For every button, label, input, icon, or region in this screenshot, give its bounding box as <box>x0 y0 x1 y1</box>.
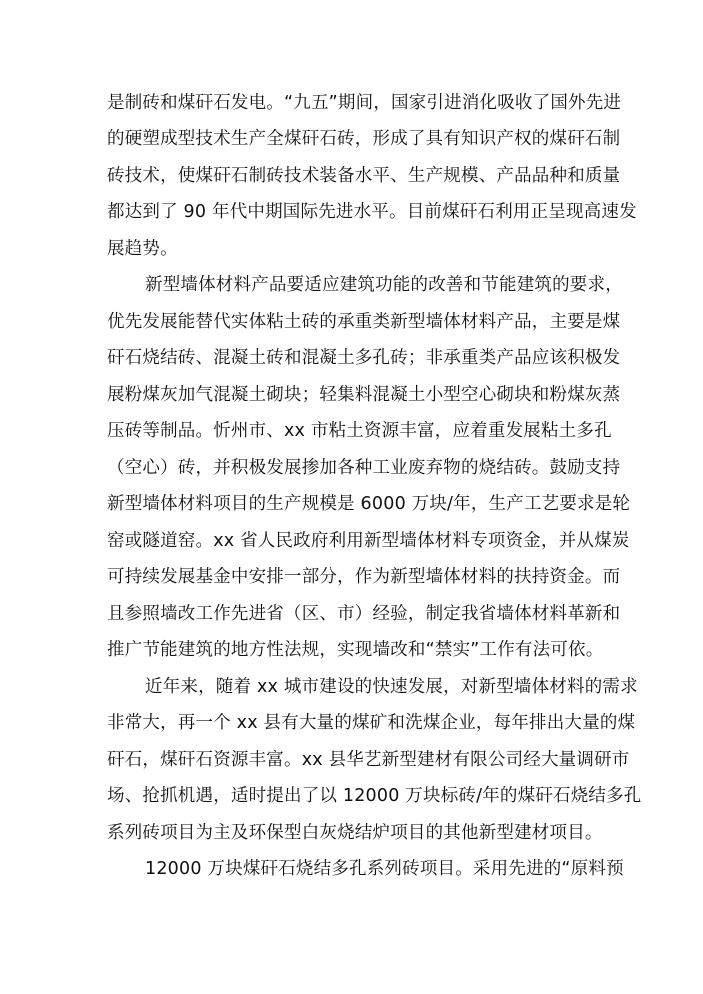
text-line: 场、抢抓机遇，适时提出了以 12000 万块标砖/年的煤矸石烧结多孔 <box>107 786 642 806</box>
text-line: 推广节能建筑的地方性法规，实现墙改和“禁实”工作有法可依。 <box>107 640 604 660</box>
text-line: 新型墙体材料项目的生产规模是 6000 万块/年，生产工艺要求是轮 <box>107 494 631 514</box>
text-line: 是制砖和煤矸石发电。“九五”期间，国家引进消化吸收了国外先进 <box>107 93 622 113</box>
paragraph-first-line: 近年来，随着 xx 城市建设的快速发展，对新型墙体材料的需求 <box>145 677 638 697</box>
text-line: 砖技术，使煤矸石制砖技术装备水平、生产规模、产品品种和质量 <box>107 166 621 186</box>
text-line: 非常大，再一个 xx 县有大量的煤矿和洗煤企业，每年排出大量的煤 <box>107 713 636 733</box>
text-line: 展粉煤灰加气混凝土砌块；轻集料混凝土小型空心砌块和粉煤灰蒸 <box>107 385 621 405</box>
text-line: 系列砖项目为主及环保型白灰烧结炉项目的其他新型建材项目。 <box>107 823 603 843</box>
text-line: 矸石，煤矸石资源丰富。xx 县华艺新型建材有限公司经大量调研市 <box>107 750 630 770</box>
text-line: 压砖等制品。忻州市、xx 市粘土资源丰富，应着重发展粘土多孔 <box>107 421 612 441</box>
paragraph-first-line: 12000 万块煤矸石烧结多孔系列砖项目。采用先进的“原料预 <box>145 859 624 879</box>
text-line: 矸石烧结砖、混凝土砖和混凝土多孔砖；非承重类产品应该积极发 <box>107 348 621 368</box>
text-line: 且参照墙改工作先进省（区、市）经验，制定我省墙体材料革新和 <box>107 604 621 624</box>
text-line: 可持续发展基金中安排一部分，作为新型墙体材料的扶持资金。而 <box>107 567 621 587</box>
text-line: 展趋势。 <box>107 239 178 259</box>
text-line: 都达到了 90 年代中期国际先进水平。目前煤矸石利用正呈现高速发 <box>107 202 637 222</box>
text-line: 优先发展能替代实体粘土砖的承重类新型墙体材料产品，主要是煤 <box>107 312 621 332</box>
paragraph-first-line: 新型墙体材料产品要适应建筑功能的改善和节能建筑的要求， <box>145 275 623 295</box>
text-line: 的硬塑成型技术生产全煤矸石砖，形成了具有知识产权的煤矸石制 <box>107 129 621 149</box>
text-line: （空心）砖，并积极发展掺加各种工业废弃物的烧结砖。鼓励支持 <box>107 458 621 478</box>
text-line: 窑或隧道窑。xx 省人民政府利用新型墙体材料专项资金，并从煤炭 <box>107 531 630 551</box>
